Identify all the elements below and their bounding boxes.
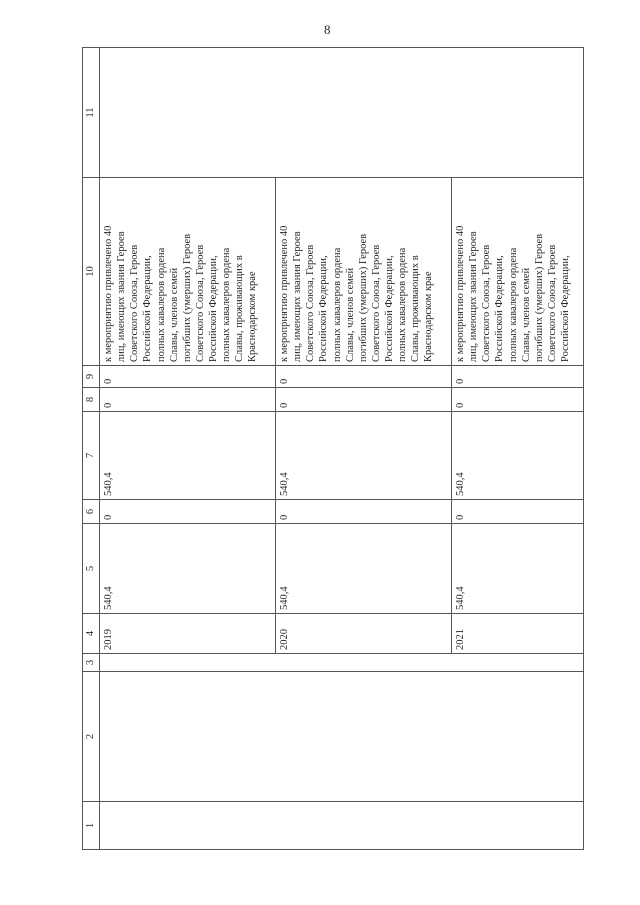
column-header: 8	[83, 388, 100, 412]
page-number: 8	[324, 22, 331, 37]
year-cell: 2020	[276, 614, 452, 654]
table-cell: 540,4	[452, 524, 584, 614]
column-header: 1	[83, 802, 100, 850]
result-description-cell: к мероприятию привлечено 40 лиц, имеющих звания Героев Советского Союза, Героев Российской Федерации, полных кавалеров ордена Славы, членов семей погибших (умерших) Героев Советского Союза, Героев Российской Федерации, полных кавалеров ордена Славы, проживающих в Краснодарском крае	[276, 178, 452, 366]
column-header: 11	[83, 48, 100, 178]
table-cell: 0	[100, 366, 276, 388]
column-header: 7	[83, 412, 100, 500]
data-table	[82, 47, 584, 850]
column-header: 6	[83, 500, 100, 524]
table-cell: 540,4	[452, 412, 584, 500]
table-cell: 0	[452, 388, 584, 412]
table-cell: 0	[276, 500, 452, 524]
column-header: 2	[83, 672, 100, 802]
result-description-cell: к мероприятию привлечено 40 лиц, имеющих звания Героев Советского Союза, Героев Российской Федерации, полных кавалеров ордена Славы, членов семей погибших (умерших) Героев Советского Союза, Героев Российской Федерации, полных кавалеров ордена Славы, проживающих в Краснодарском крае	[100, 178, 276, 366]
table-row	[100, 48, 276, 850]
table-cell: 540,4	[276, 524, 452, 614]
column-header: 9	[83, 366, 100, 388]
table-cell: 0	[100, 388, 276, 412]
column-header: 3	[83, 654, 100, 672]
table-cell: 0	[100, 500, 276, 524]
table-cell: 0	[276, 366, 452, 388]
table-cell: 540,4	[100, 412, 276, 500]
rotated-table-container	[82, 48, 584, 850]
table-cell	[100, 802, 584, 850]
table-cell: 0	[452, 500, 584, 524]
table-header-row	[83, 48, 100, 850]
table-cell	[100, 672, 584, 802]
column-header: 5	[83, 524, 100, 614]
column-header: 10	[83, 178, 100, 366]
result-description-cell: к мероприятию привлечено 40 лиц, имеющих звания Героев Советского Союза, Героев Российской Федерации, полных кавалеров ордена Славы, членов семей погибших (умерших) Героев Советского Союза, Героев Российской Федерации,	[452, 178, 584, 366]
table-cell: 540,4	[276, 412, 452, 500]
table-cell: 0	[452, 366, 584, 388]
table-cell	[100, 48, 584, 178]
table-cell: 540,4	[100, 524, 276, 614]
year-cell: 2019	[100, 614, 276, 654]
table-cell: 0	[276, 388, 452, 412]
year-cell: 2021	[452, 614, 584, 654]
column-header: 4	[83, 614, 100, 654]
rotated-table-frame	[82, 48, 584, 850]
table-cell	[100, 654, 584, 672]
